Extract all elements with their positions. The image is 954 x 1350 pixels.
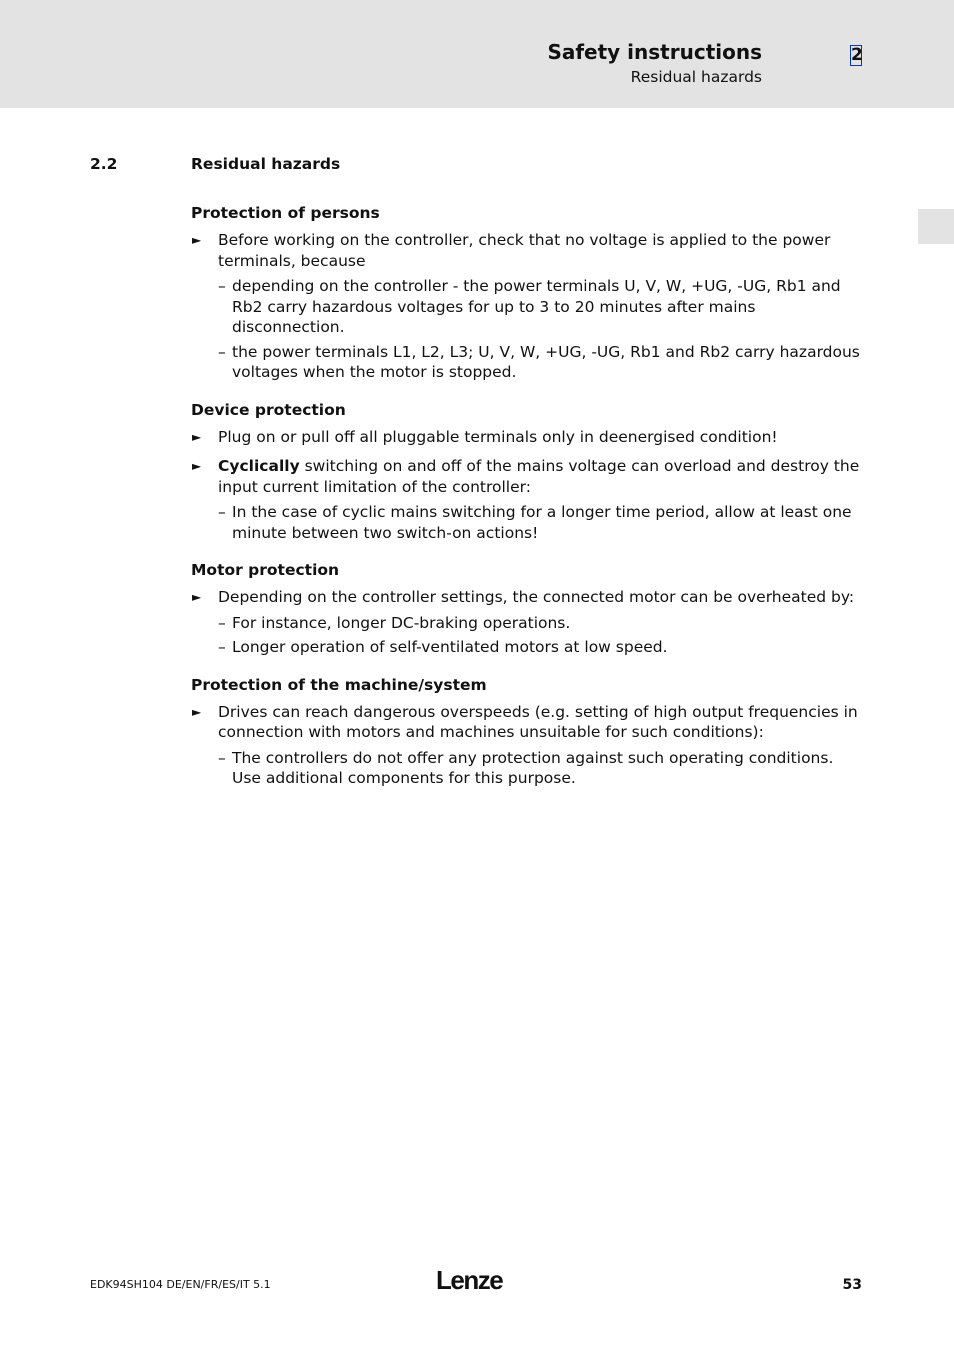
dash-subitem — [191, 276, 861, 338]
chapter-subtitle: Residual hazards — [630, 68, 762, 86]
dash-bullet-icon: – — [218, 638, 226, 656]
bullet-emphasis: Cyclically — [218, 457, 300, 475]
subheading: Motor protection — [191, 561, 340, 579]
document-code: EDK94SH104 DE/EN/FR/ES/IT 5.1 — [90, 1278, 271, 1291]
dash-bullet-icon: – — [218, 503, 226, 521]
subitem-text: The controllers do not offer any protection against such operating conditions. Use additional components for this purpose. — [232, 748, 834, 787]
dash-bullet-icon: – — [218, 748, 226, 767]
bullet-item — [191, 427, 861, 448]
bullet-text: Depending on the controller settings, the connected motor can be overheated by: — [218, 588, 855, 606]
bullet-text: Drives can reach dangerous overspeeds (e.g. setting of high output frequencies in connection with motors and machines unsuitable for such conditions): — [218, 702, 858, 741]
bullet-item — [191, 587, 861, 608]
dash-bullet-icon: – — [218, 277, 226, 295]
triangle-bullet-icon: ► — [192, 429, 202, 444]
chapter-number-link[interactable]: 2 — [851, 45, 863, 65]
triangle-bullet-icon: ► — [192, 233, 202, 247]
bullet-item — [191, 456, 861, 497]
chapter-side-tab — [918, 209, 954, 244]
lenze-logo: Lenze — [436, 1265, 503, 1295]
subitem-text: In the case of cyclic mains switching for a longer time period, allow at least one minute between two switch-on actions! — [232, 503, 852, 542]
subitem-text: depending on the controller - the power terminals U, V, W, +UG, -UG, Rb1 and Rb2 carry hazardous voltages for up to 3 to 20 minutes after mains disconnection. — [232, 277, 841, 336]
triangle-bullet-icon: ► — [192, 459, 202, 473]
triangle-bullet-icon: ► — [192, 590, 202, 604]
dash-subitem — [191, 637, 861, 658]
bullet-text: Plug on or pull off all pluggable terminals only in deenergised condition! — [218, 427, 778, 446]
subitem-text: Longer operation of self-ventilated motors at low speed. — [232, 638, 668, 656]
dash-bullet-icon: – — [218, 342, 226, 361]
content-block — [191, 560, 861, 658]
bullet-item — [191, 230, 861, 271]
subheading: Protection of the machine/system — [191, 675, 487, 694]
dash-subitem — [191, 613, 861, 634]
dash-subitem — [191, 342, 861, 383]
section-title: Residual hazards — [191, 155, 341, 173]
content-block — [191, 400, 861, 544]
dash-bullet-icon: – — [218, 613, 226, 632]
content-block — [191, 675, 861, 789]
header-band — [0, 0, 954, 108]
triangle-bullet-icon: ► — [192, 704, 202, 719]
content-block — [191, 203, 861, 383]
subheading: Protection of persons — [191, 204, 380, 222]
chapter-title: Safety instructions — [547, 40, 762, 64]
subitem-text: the power terminals L1, L2, L3; U, V, W, +UG, -UG, Rb1 and Rb2 carry hazardous voltages when the motor is stopped. — [232, 342, 860, 381]
section-number: 2.2 — [90, 155, 118, 173]
subheading: Device protection — [191, 400, 346, 419]
bullet-text: switching on and off of the mains voltage can overload and destroy the input current limitation of the controller: — [218, 457, 860, 496]
subitem-text: For instance, longer DC-braking operations. — [232, 613, 571, 632]
bullet-text: Before working on the controller, check that no voltage is applied to the power terminals, because — [218, 231, 831, 270]
dash-subitem — [191, 748, 861, 789]
page-number: 53 — [842, 1277, 862, 1293]
bullet-item — [191, 702, 861, 743]
main-content — [191, 203, 861, 806]
dash-subitem — [191, 502, 861, 543]
